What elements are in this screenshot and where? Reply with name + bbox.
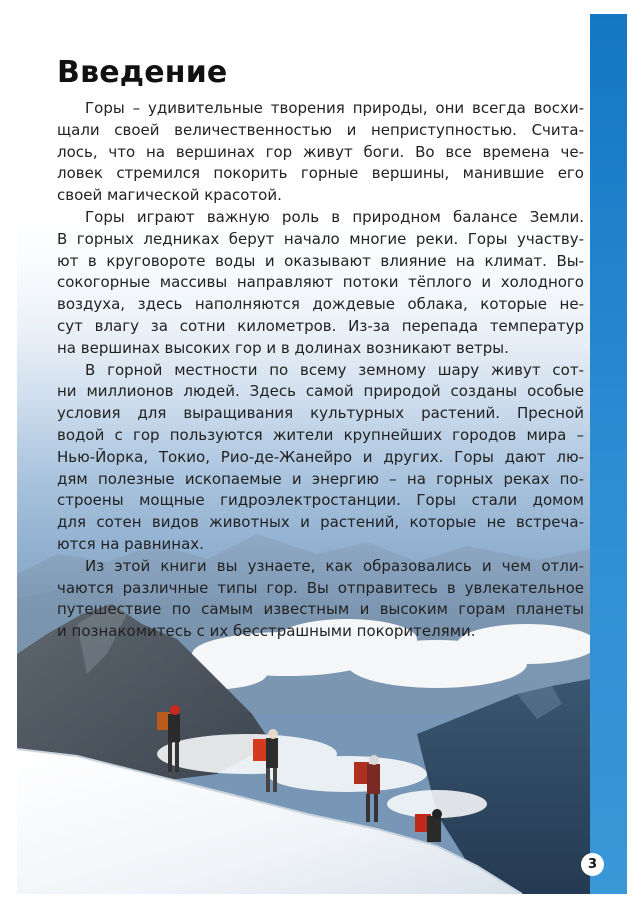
text-line: Горы – удивительные творения природы, они всегда восхи- [85, 99, 584, 117]
text-line: В горных ледниках берут начало многие реки. Горы участву- [57, 229, 584, 248]
text-line: Нью-Йорка, Токио, Рио-де-Жанейро и других. Горы дают лю- [57, 447, 584, 466]
text-line: лось, что на вершинах гор живут боги. Во все времена че- [57, 142, 584, 161]
text-line: сут влагу за сотни километров. Из-за перепада температур [57, 316, 584, 335]
text-line: ют в круговороте воды и оказывают влияние на климат. Вы- [57, 251, 584, 270]
text-line: водой с гор пользуются жители крупнейших городов мира – [57, 425, 584, 444]
text-line: строены мощные гидроэлектростанции. Горы стали домом [57, 491, 584, 510]
text-line: на вершинах высоких гор и в долинах возникают ветры. [57, 338, 509, 357]
blue-side-strip [590, 14, 627, 894]
text-line: дям полезные ископаемые и энергию – на горных реках по- [57, 469, 584, 488]
text-line: В горной местности по всему земному шару живут сот- [85, 360, 584, 379]
text-line: щали своей величественностью и неприступностью. Счита- [57, 120, 584, 139]
page-title: Введение [57, 55, 228, 90]
text-line: воздуха, здесь наполняются дождевые облака, которые не- [57, 295, 584, 314]
text-line: ни миллионов людей. Здесь самой природой созданы особые [57, 382, 584, 401]
text-line: путешествие по самым известным и высоким горам планеты [57, 600, 584, 619]
text-line: сокогорные массивы направляют потоки тёплого и холодного [57, 273, 584, 292]
text-line: ются на равнинах. [57, 534, 204, 553]
body-text [57, 98, 584, 643]
text-line: своей магической красотой. [57, 186, 282, 205]
text-line: Из этой книги вы узнаете, как образовались и чем отли- [85, 556, 584, 575]
page-number: 3 [581, 853, 604, 876]
text-line: Горы играют важную роль в природном балансе Земли. [85, 207, 584, 226]
text-line: условия для выращивания культурных растений. Пресной [57, 404, 584, 423]
text-line: и познакомитесь с их бесстрашными покорителями. [57, 622, 476, 641]
text-line: чаются различные типы гор. Вы отправитесь в увлекательное [57, 578, 584, 597]
text-line: для сотен видов животных и растений, которые не встреча- [57, 513, 584, 532]
text-line: ловек стремился покорить горные вершины, манившие его [57, 164, 584, 183]
